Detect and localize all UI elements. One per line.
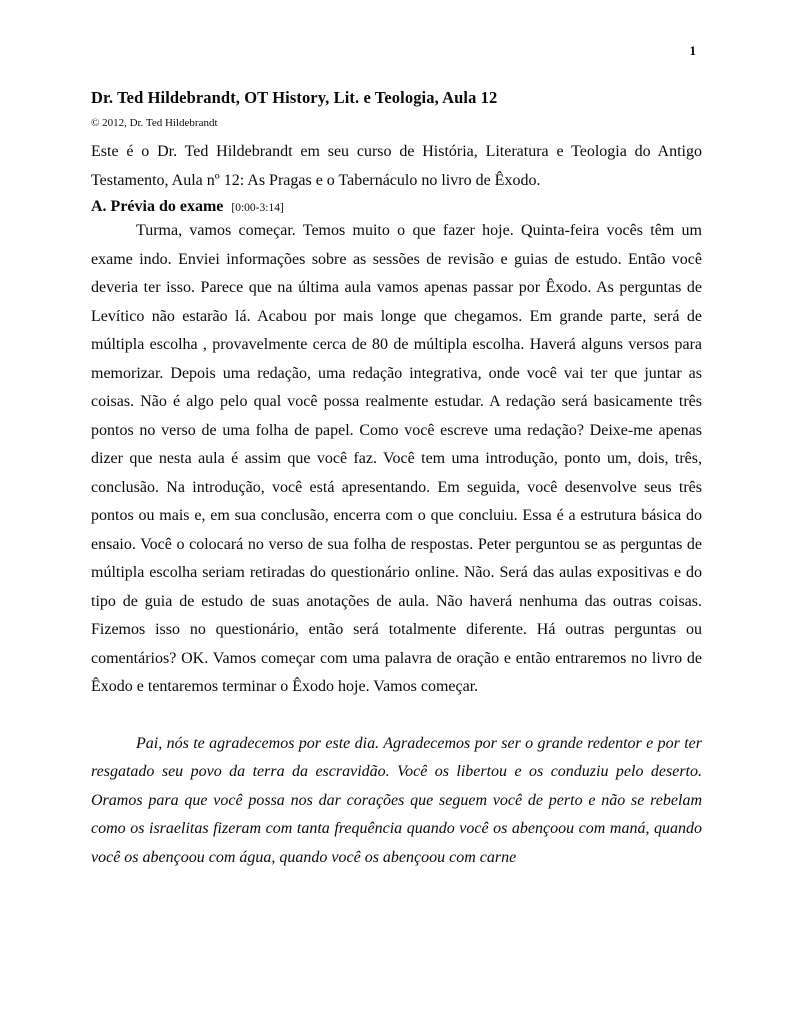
section-timestamp: [0:00-3:14] <box>231 202 284 214</box>
section-heading <box>91 198 702 216</box>
section-heading-text: A. Prévia do exame <box>91 198 224 215</box>
prayer-paragraph: Pai, nós te agradecemos por este dia. Agradecemos por ser o grande redentor e por ter resgatado seu povo da terra da escravidão. Você os libertou e os conduziu pelo deserto. Oramos para que você possa nos dar corações que seguem você de perto e não se rebelam como os israelitas fizeram com tanta frequência quando você os abençoou com maná, quando você os abençoou com água, quando você os abençoou com carne <box>91 734 702 866</box>
intro-paragraph: Este é o Dr. Ted Hildebrandt em seu curso de História, Literatura e Teologia do Antigo Testamento, Aula nº 12: As Pragas e o Tabernáculo no livro de Êxodo. <box>91 143 702 189</box>
page-number: 1 <box>689 43 696 58</box>
document-title: Dr. Ted Hildebrandt, OT History, Lit. e Teologia, Aula 12 <box>91 88 498 107</box>
body-paragraph: Turma, vamos começar. Temos muito o que fazer hoje. Quinta-feira vocês têm um exame indo. Enviei informações sobre as sessões de revisão e guias de estudo. Então você deveria ter isso. Parece que na última aula vamos apenas passar por Êxodo. As perguntas de Levítico não estarão lá. Acabou por mais longe que chegamos. Em grande parte, será de múltipla escolha , provavelmente cerca de 80 de múltipla escolha. Haverá alguns versos para memorizar. Depois uma redação, uma redação integrativa, onde você vai ter que juntar as coisas. Não é algo pelo qual você possa realmente estudar. A redação será basicamente três pontos no verso de uma folha de papel. Como você escreve uma redação? Deixe-me apenas dizer que nesta aula é assim que você faz. Você tem uma introdução, ponto um, dois, três, conclusão. Na introdução, você está apresentando. Em seguida, você desenvolve seus três pontos ou mais e, em sua conclusão, encerra com o que concluiu. Essa é a estrutura básica do ensaio. Você o colocará no verso de sua folha de respostas. Peter perguntou se as perguntas de múltipla escolha seriam retiradas do questionário online. Não. Será das aulas expositivas e do tipo de guia de estudo de suas anotações de aula. Não haverá nenhuma das outras coisas. Fizemos isso no questionário, então será totalmente diferente. Há outras perguntas ou comentários? OK. Vamos começar com uma palavra de oração e então entraremos no livro de Êxodo e tentaremos terminar o Êxodo hoje. Vamos começar. <box>91 222 702 695</box>
copyright-line: © 2012, Dr. Ted Hildebrandt <box>91 117 218 129</box>
